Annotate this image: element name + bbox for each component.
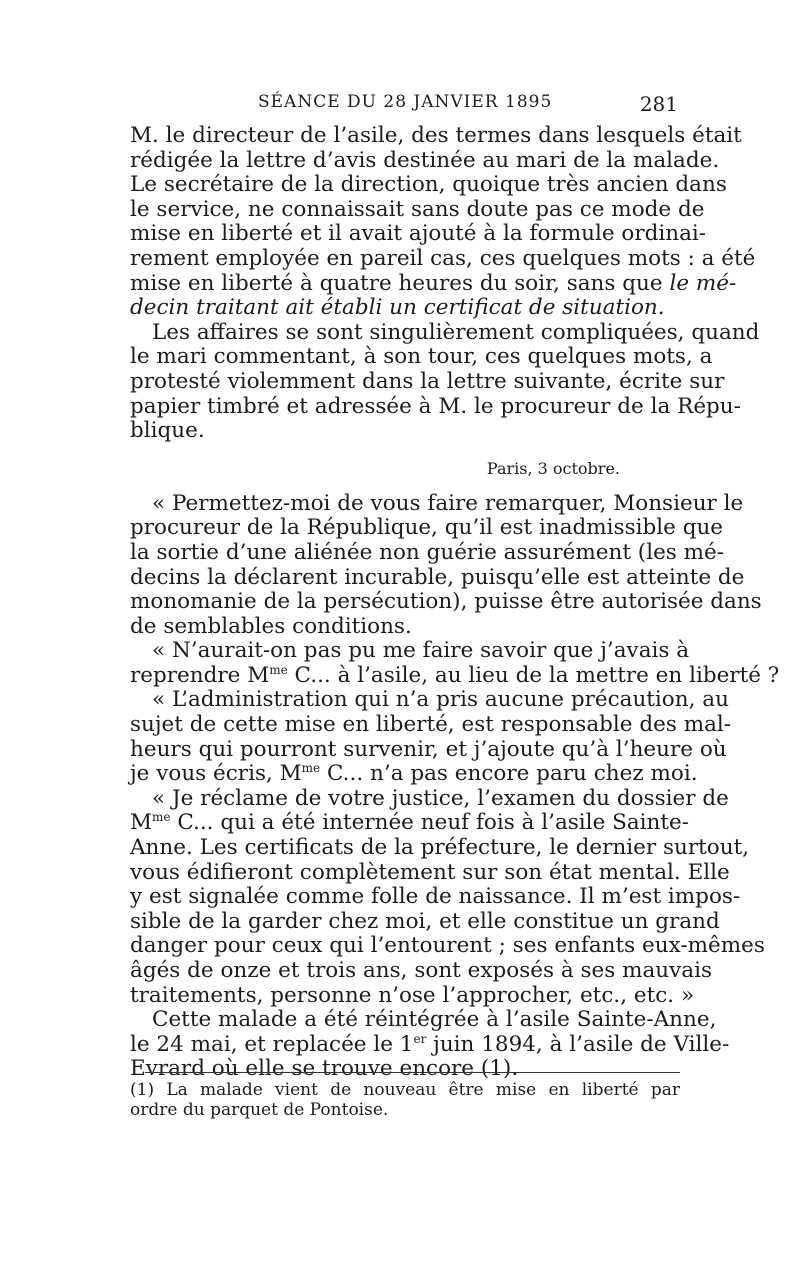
paragraph [130,319,760,444]
text-line [130,296,680,321]
text-line: danger pour ceux qui l’entourent ; ses enfants eux-mêmes [130,933,765,959]
text-line: traitements, personne n’ose l’approcher, etc., etc. » [130,982,695,1008]
letter-paragraph [130,785,765,1008]
text-fragment: C... n’a pas encore paru chez moi. [320,761,698,787]
footnote [130,1080,680,1120]
text-line: vous édifieront complètement sur son état mental. Elle [130,859,730,885]
text-line [130,1031,730,1058]
text-line: le service, ne connaissait sans doute pas ce mode de [130,196,705,222]
text-line: Les affaires se sont singulièrement compliquées, quand [152,319,760,345]
text-line: sujet de cette mise en liberté, est responsable des mal- [130,712,732,738]
letter-paragraph [130,687,732,787]
text-line: rement employée en pareil cas, ces quelques mots : a été [130,245,756,271]
text-line: « N’aurait-on pas pu me faire savoir que j’avais à [152,638,690,664]
text-line [130,810,690,836]
text-line: mise en liberté et il avait ajouté à la formule ordinai- [130,221,707,247]
text-line: procureur de la République, qu’il est inadmissible que [130,515,724,541]
footnote-divider [145,1072,680,1073]
text-line: y est signalée comme folle de naissance. Il m’est impos- [130,884,741,910]
text-line: Le secrétaire de la direction, quoique très ancien dans [130,172,727,198]
page-number: 281 [639,92,678,116]
text-fragment: M [130,810,153,836]
superscript: me [152,810,171,825]
superscript: er [413,1031,427,1046]
text-line: protesté violemment dans la lettre suivante, écrite sur [130,368,725,394]
text-line: blique. [130,418,205,444]
text-line: Cette malade a été réintégrée à l’asile Sainte-Anne, [152,1007,717,1033]
superscript: me [269,662,288,677]
text-line: M. le directeur de l’asile, des termes dans lesquels était [130,123,742,148]
text-fragment: C... qui a été internée neuf fois à l’asile Sainte- [170,810,690,836]
page-header [0,92,680,124]
text-line: decins la déclarent incurable, puisqu’elle est atteinte de [130,564,745,590]
paragraph [130,1007,730,1082]
text-fragment: je vous écris, M [130,761,302,787]
text-fragment: C... à l’asile, au lieu de la mettre en liberté ? [287,662,780,688]
text-line: sible de la garder chez moi, et elle constitue un grand [130,908,720,934]
italic-quote: decin traitant ait établi un certificat de situation. [130,295,665,321]
footnote-line: ordre du parquet de Pontoise. [130,1100,389,1120]
text-line: Anne. Les certificats de la préfecture, le dernier surtout, [130,835,750,861]
paragraph-continuation [130,123,756,321]
text-line: monomanie de la persécution), puisse être autorisée dans [130,589,762,615]
text-line: rédigée la lettre d’avis destinée au mari de la malade. [130,147,720,173]
text-line: heurs qui pourront survenir, et j’ajoute qu’à l’heure où [130,736,727,762]
text-line: « Je réclame de votre justice, l’examen du dossier de [152,785,729,811]
footnote-line: (1) La malade vient de nouveau être mise en liberté par [130,1080,680,1100]
text-line: papier timbré et adressée à M. le procureur de la Répu- [130,393,741,419]
text-fragment: le 24 mai, et replacée le 1 [130,1031,414,1057]
letter-paragraph [130,638,780,688]
letter-dateline: Paris, 3 octobre. [486,458,620,478]
text-fragment: juin 1894, à l’asile de Ville- [426,1031,730,1057]
running-title: SÉANCE DU 28 JANVIER 1895 [258,92,553,112]
text-line [130,662,780,689]
text-line: âgés de onze et trois ans, sont exposés à ses mauvais [130,958,713,983]
text-line [130,761,698,787]
text-line [130,270,737,297]
superscript: me [301,761,321,776]
italic-quote: le mé- [669,270,737,296]
text-fragment: reprendre M [130,662,270,688]
text-line: « Permettez-moi de vous faire remarquer, Monsieur le [152,490,744,516]
text-line: la sortie d’une aliénée non guérie assurément (les mé- [130,539,725,565]
text-fragment: mise en liberté à quatre heures du soir, sans que [130,270,670,296]
body-text [130,123,780,1082]
letter-paragraph [130,490,762,640]
text-line: « L’administration qui n’a pris aucune précaution, au [152,687,729,713]
text-line: le mari commentant, à son tour, ces quelques mots, a [130,344,713,370]
text-line: Evrard où elle se trouve encore (1). [130,1056,519,1082]
text-line: de semblables conditions. [130,613,412,639]
